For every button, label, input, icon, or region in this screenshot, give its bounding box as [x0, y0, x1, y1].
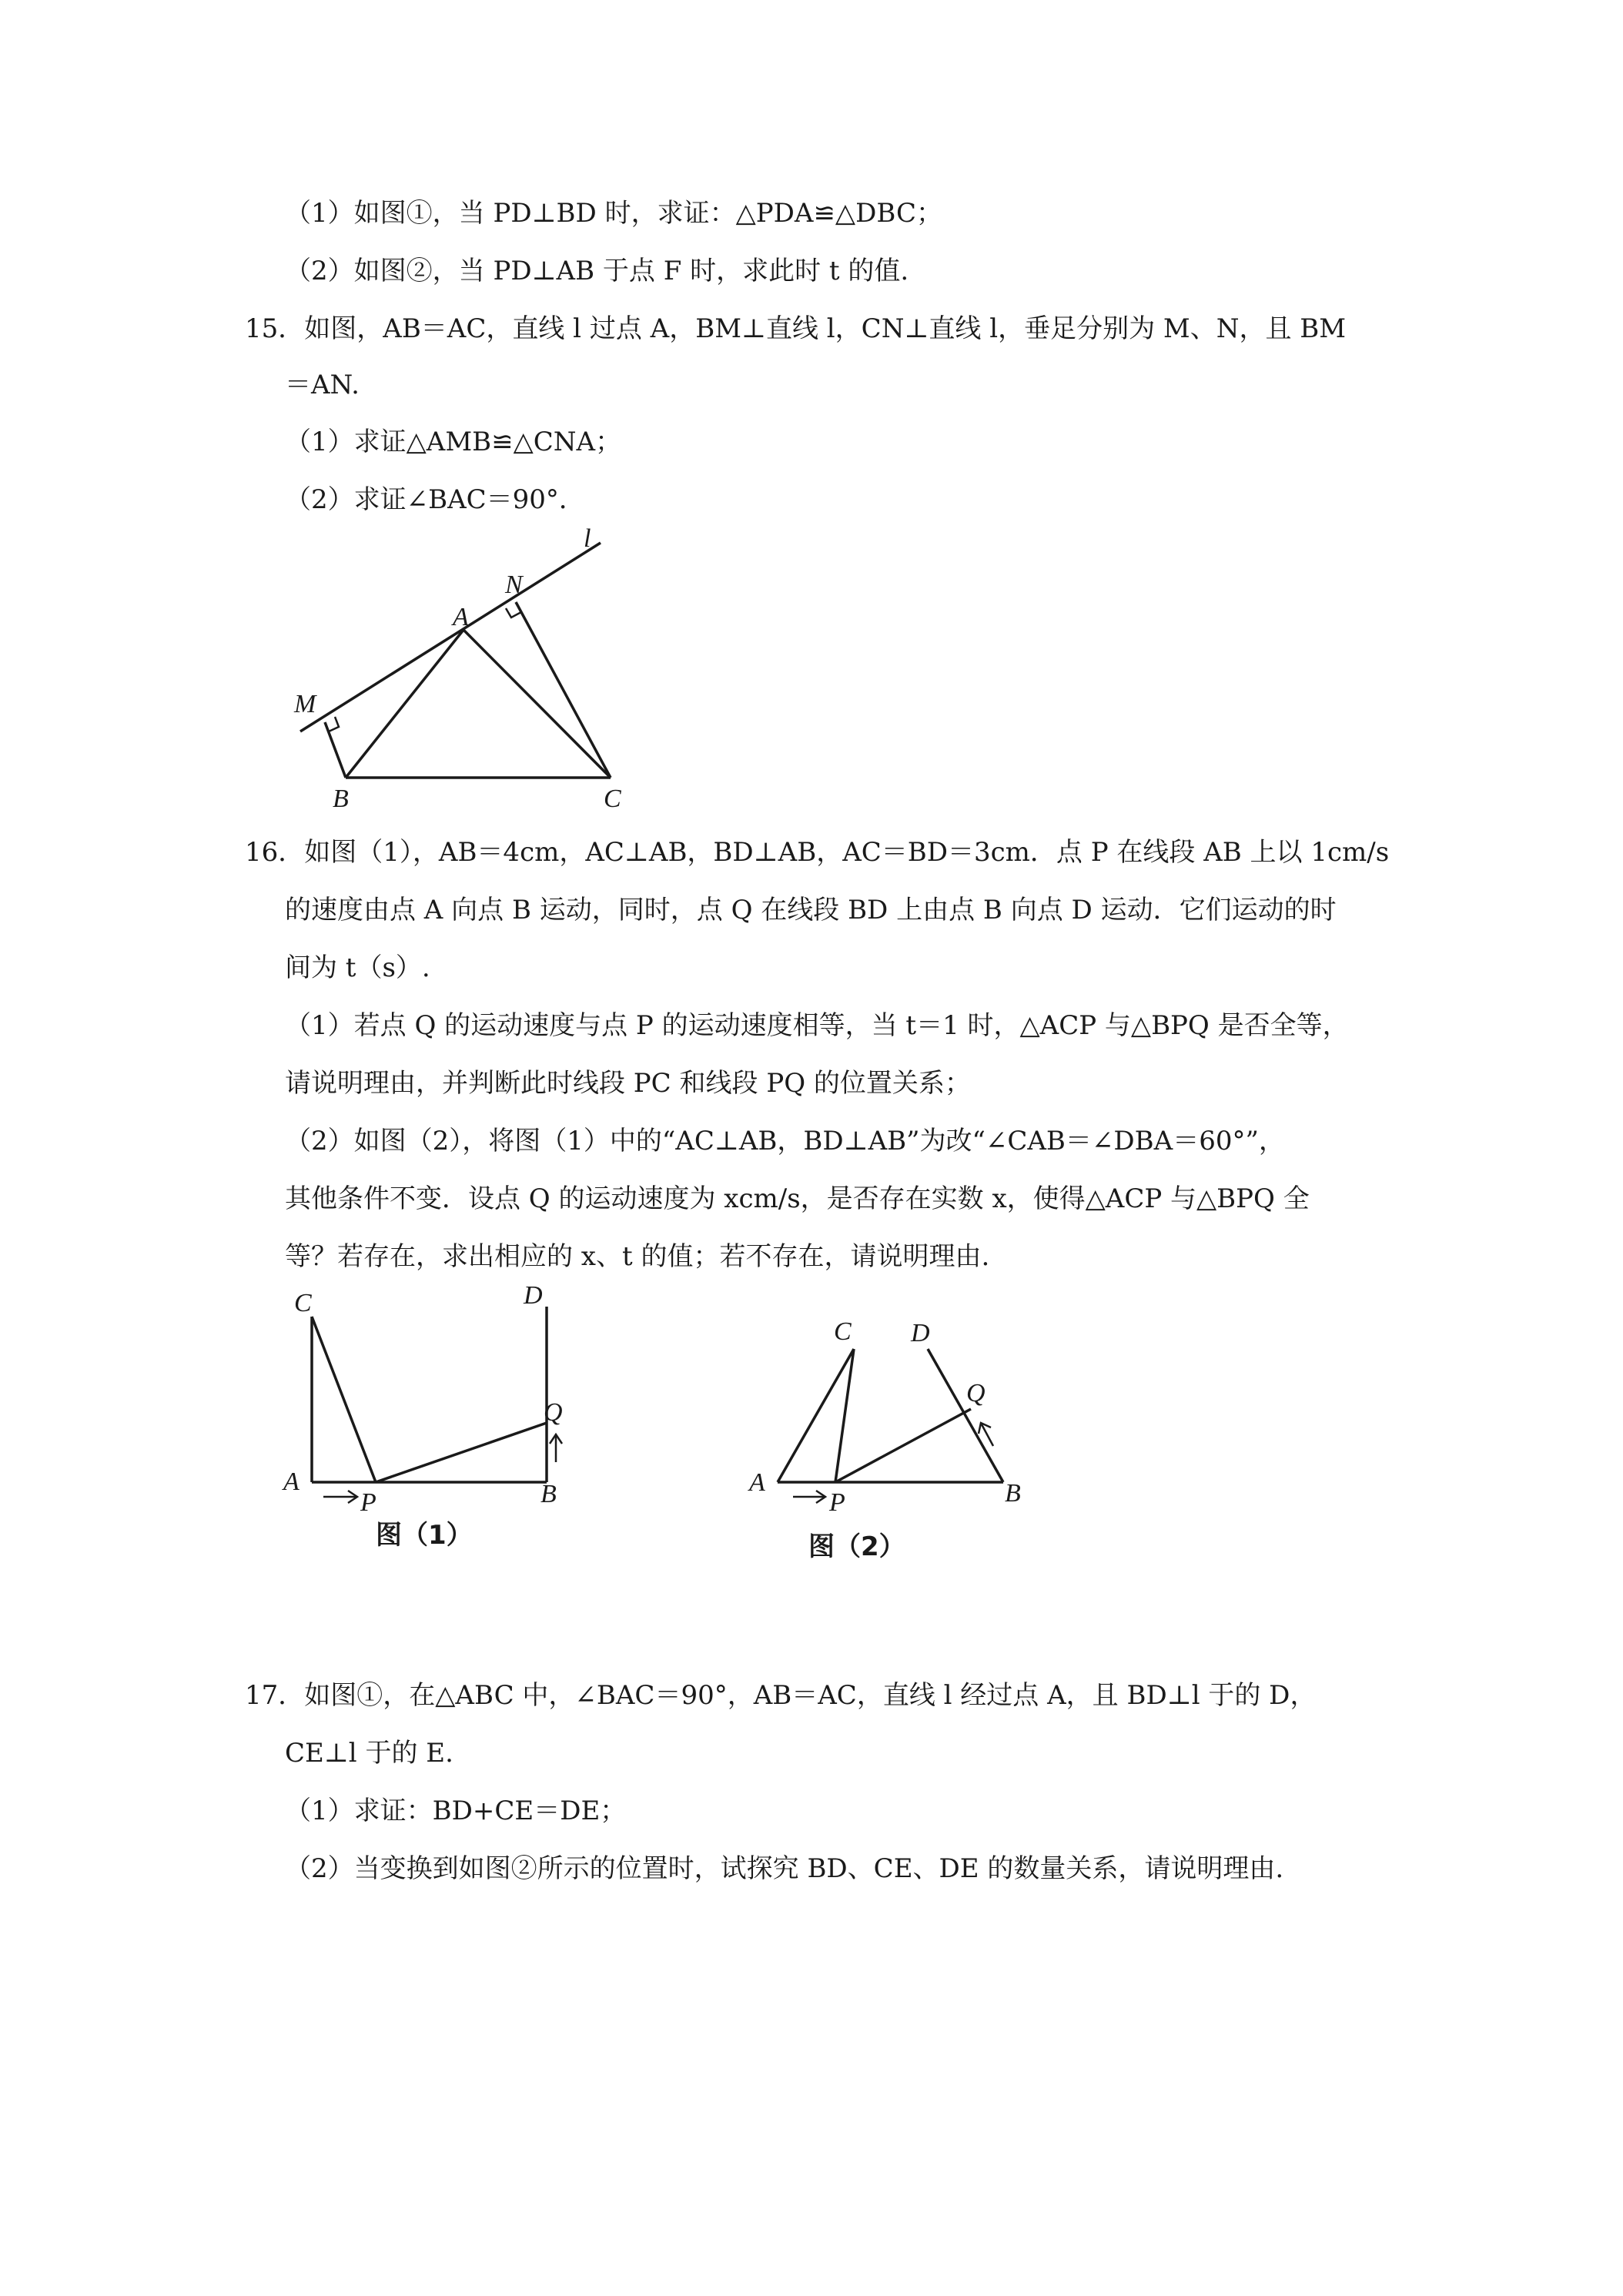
figure-caption-1: 图（1） — [376, 1520, 473, 1551]
label-l: l — [584, 524, 591, 553]
label-C: C — [294, 1289, 312, 1317]
segment-AB — [346, 630, 463, 778]
label-B: B — [1005, 1479, 1021, 1508]
arrow-Q-shaft — [982, 1424, 993, 1446]
figure-q16-2 — [735, 1286, 1059, 1578]
q17-part2: （2）当变换到如图②所示的位置时，试探究 BD、CE、DE 的数量关系，请说明理由. — [285, 1853, 1284, 1884]
right-angle-mark-M — [329, 717, 339, 731]
label-C: C — [834, 1317, 852, 1346]
q17-stem-line2: CE⊥l 于的 E. — [285, 1738, 453, 1769]
segment-PQ — [835, 1409, 971, 1482]
label-A: A — [283, 1468, 300, 1496]
figure-caption-2: 图（2） — [808, 1531, 905, 1562]
label-B: B — [540, 1480, 557, 1508]
figure-q16-1 — [277, 1274, 601, 1567]
q17-stem-line1: 17．如图①，在△ABC 中，∠BAC＝90°，AB＝AC，直线 l 经过点 A，且 BD⊥l 于的 D， — [245, 1680, 1317, 1711]
q16-part2-line1: （2）如图（2），将图（1）中的“AC⊥AB，BD⊥AB”为改“∠CAB＝∠DBA＝60°”， — [285, 1126, 1285, 1156]
q15-part2: （2）求证∠BAC＝90°． — [285, 484, 585, 515]
q14-part1: （1）如图①，当 PD⊥BD 时，求证：△PDA≌△DBC； — [285, 198, 942, 229]
label-Q: Q — [544, 1398, 563, 1427]
label-B: B — [333, 785, 349, 813]
segment-AC — [463, 630, 611, 778]
label-C: C — [604, 785, 621, 813]
q16-stem-line3: 间为 t（s）. — [285, 952, 430, 983]
q16-part1-line1: （1）若点 Q 的运动速度与点 P 的运动速度相等，当 t＝1 时，△ACP 与△BPQ 是否全等， — [285, 1010, 1349, 1041]
figure-q15 — [277, 524, 678, 816]
label-A: A — [453, 603, 469, 631]
segment-BD — [928, 1349, 1003, 1482]
label-M: M — [294, 690, 316, 718]
label-D: D — [911, 1319, 930, 1347]
label-D: D — [524, 1281, 543, 1310]
label-A: A — [749, 1468, 765, 1497]
q16-part1-line2: 请说明理由，并判断此时线段 PC 和线段 PQ 的位置关系； — [285, 1068, 971, 1099]
q14-part2: （2）如图②，当 PD⊥AB 于点 F 时，求此时 t 的值. — [285, 256, 909, 286]
line-l — [300, 543, 601, 731]
q15-stem-line2: ＝AN. — [285, 370, 360, 400]
label-P: P — [829, 1488, 845, 1517]
segment-BM — [325, 722, 346, 778]
label-P: P — [360, 1488, 376, 1517]
q16-stem-line1: 16．如图（1），AB＝4cm，AC⊥AB，BD⊥AB，AC＝BD＝3cm．点 P 在线段 AB 上以 1cm/s — [245, 837, 1390, 868]
q16-stem-line2: 的速度由点 A 向点 B 运动，同时，点 Q 在线段 BD 上由点 B 向点 D 运动．它们运动的时 — [285, 895, 1337, 925]
segment-CP — [312, 1317, 376, 1482]
label-Q: Q — [966, 1379, 986, 1407]
segment-PQ — [376, 1423, 547, 1482]
segment-CP — [835, 1349, 854, 1482]
q16-part2-line2: 其他条件不变．设点 Q 的运动速度为 xcm/s，是否存在实数 x，使得△ACP 与△BPQ 全 — [285, 1183, 1310, 1214]
label-N: N — [505, 571, 523, 599]
q15-part1: （1）求证△AMB≌△CNA； — [285, 427, 622, 457]
q16-part2-line3: 等？若存在，求出相应的 x、t 的值；若不存在，请说明理由. — [285, 1241, 990, 1272]
segment-CN — [516, 602, 611, 778]
segment-AC — [778, 1349, 854, 1482]
q15-stem-line1: 15．如图，AB＝AC，直线 l 过点 A，BM⊥直线 l，CN⊥直线 l，垂足分别为 M、N，且 BM — [245, 313, 1347, 344]
q17-part1: （1）求证：BD+CE＝DE； — [285, 1796, 627, 1826]
